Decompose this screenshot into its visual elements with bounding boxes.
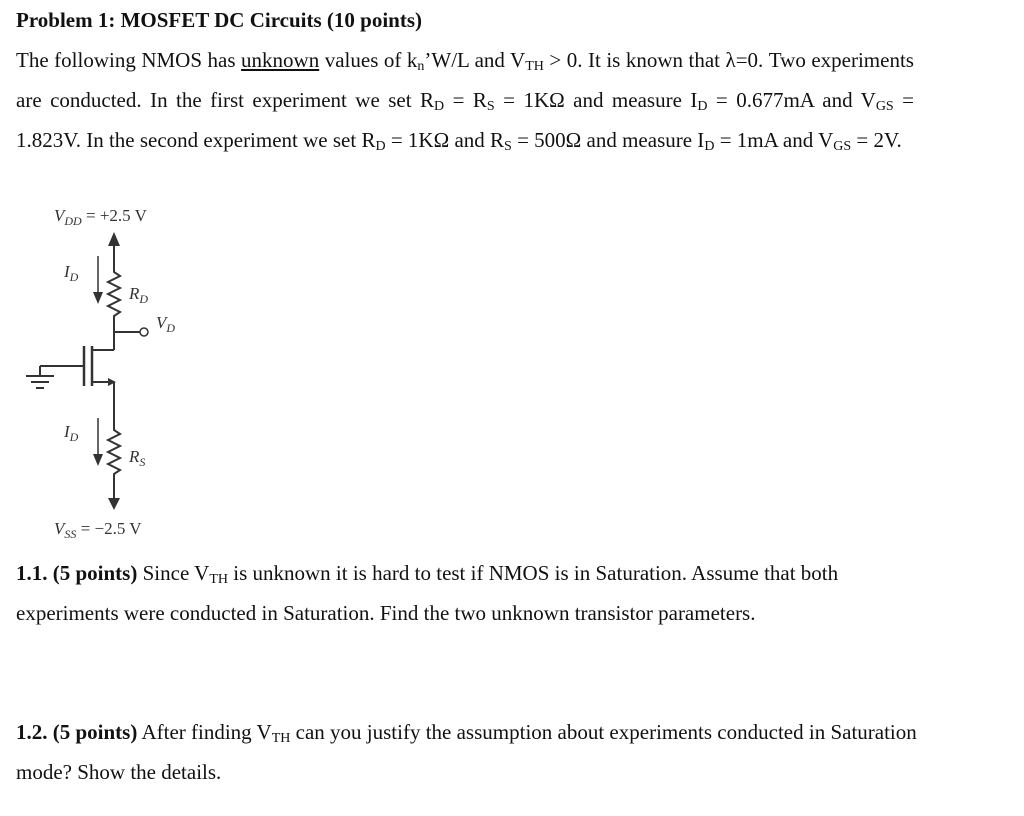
- vd-label: $V_D$: [156, 313, 176, 335]
- question-1-1: [16, 553, 946, 633]
- rd-label: $R_D$: [129, 284, 149, 306]
- subscript: S: [504, 139, 512, 154]
- question-text: Since V: [137, 561, 210, 585]
- nmos-circuit-diagram: [16, 200, 296, 545]
- vss-arrow: [108, 498, 120, 510]
- question-number: 1.2. (5 points): [16, 720, 138, 744]
- intro-text: values of k: [319, 48, 418, 72]
- subscript: GS: [875, 99, 894, 114]
- vd-terminal: [140, 328, 148, 336]
- question-text: is unknown it is hard to test if NMOS is in Saturation. Assume that both experiments were conducted in Saturation. Find the two unknown transistor parameters.: [16, 561, 839, 625]
- subscript: TH: [209, 572, 228, 587]
- question-text: can you justify the assumption about experiments conducted in Saturation mode? Show the details.: [16, 720, 917, 784]
- id-bottom-label: $I_D$: [64, 422, 79, 444]
- question-number: 1.1. (5 points): [16, 561, 138, 585]
- intro-text: = 1KΩ and measure I: [494, 88, 698, 112]
- id-top-label: $I_D$: [64, 262, 79, 284]
- problem-title: Problem 1: MOSFET DC Circuits (10 points): [16, 8, 423, 32]
- question-text: After finding V: [137, 720, 272, 744]
- underlined-unknown: unknown: [241, 48, 320, 72]
- vdd-label: $V_{DD} = +2.5$ V: [54, 206, 147, 228]
- subscript: S: [486, 99, 495, 114]
- id-top-arrowhead: [93, 292, 103, 304]
- intro-text: ’W/L and V: [424, 48, 526, 72]
- problem-description: [16, 40, 914, 160]
- vss-label: $V_{SS} = -2.5$ V: [54, 519, 142, 541]
- subscript: D: [697, 99, 708, 114]
- rd-resistor: [108, 266, 120, 326]
- intro-text: = 1mA and V: [714, 128, 834, 152]
- subscript: D: [704, 139, 715, 154]
- intro-text: = 1.823V. In the second experiment we set R: [16, 88, 915, 152]
- id-bottom-arrowhead: [93, 454, 103, 466]
- intro-text: = R: [444, 88, 487, 112]
- subscript: n: [417, 59, 425, 74]
- intro-text: = 500Ω and measure I: [511, 128, 705, 152]
- vdd-arrow: [108, 232, 120, 246]
- subscript: D: [375, 139, 386, 154]
- subscript: TH: [525, 59, 544, 74]
- subscript: GS: [833, 139, 852, 154]
- intro-text: The following NMOS has: [16, 48, 242, 72]
- intro-text: = 0.677mA and V: [707, 88, 876, 112]
- rs-label: $R_S$: [129, 447, 146, 469]
- subscript: TH: [271, 731, 291, 746]
- intro-text: = 2V.: [851, 128, 902, 152]
- rs-resistor: [108, 426, 120, 486]
- intro-text: = 1KΩ and R: [385, 128, 505, 152]
- question-1-2: [16, 712, 946, 792]
- intro-text: > 0. It is known that λ=0. Two experiments are conducted. In the first experiment we set R: [16, 48, 914, 112]
- subscript: D: [434, 99, 445, 114]
